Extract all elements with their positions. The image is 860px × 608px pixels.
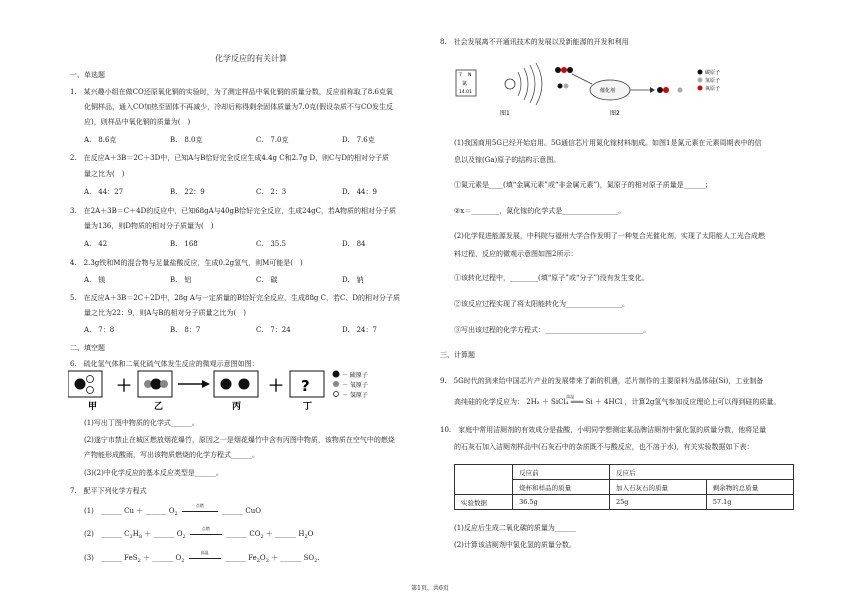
label-yi: 乙 — [154, 402, 164, 412]
atom-s-jia — [75, 379, 86, 390]
q2-option-a[interactable]: A. 44：27 — [84, 188, 124, 196]
q1-line1: 1. 某兴趣小组在做CO还原氧化铜的实验时，为了测定样品中氧化铜的质量分数，反应前称取了8.6克氧 — [70, 88, 393, 96]
label-jia: 甲 — [88, 402, 98, 412]
section-heading-fill-in: 二、填空题 — [70, 344, 105, 352]
label-bing: 丙 — [232, 402, 242, 412]
page-title: 化学反应的有关计算 — [215, 54, 287, 63]
section-heading-calculation: 三、计算题 — [440, 351, 475, 359]
q3-option-b[interactable]: B. 168 — [170, 240, 198, 248]
legend-o-label: 氧原子 — [705, 86, 721, 92]
fig1-label: 图1 — [500, 110, 510, 117]
q8-sub1-line2: 息以及镓(Ga)原子的结构示意图。 — [454, 156, 561, 164]
q6-reaction-diagram — [68, 369, 398, 415]
q10-data-table — [454, 464, 794, 510]
fig2-label: 图2 — [610, 110, 620, 117]
q7-eq1: (1) ______ Cu ＋ ______ $O_2$ 点燃 ______ CuO — [84, 503, 261, 517]
fig2-atom-5 — [564, 84, 569, 89]
q1-option-b[interactable]: B. 8.0克 — [170, 136, 203, 144]
cell-mass: 14.01 — [459, 90, 472, 95]
table-subhead-1: 烧杯和样品的质量 — [513, 480, 610, 495]
label-ding: 丁 — [303, 402, 313, 412]
q8-figure-1 — [454, 62, 564, 118]
table-value-3: 57.1g — [706, 495, 793, 510]
legend-h-dot — [698, 78, 703, 83]
atom-s-bing-1 — [221, 379, 232, 390]
q1-option-c[interactable]: C. 7.0克 — [256, 136, 289, 144]
q6-line1: 6. 硫化氢气体和二氧化硫气体发生反应的微观示意图如图： — [70, 360, 259, 368]
q3-option-a[interactable]: A. 42 — [84, 240, 108, 248]
q5-option-a[interactable]: A. 7：8 — [84, 326, 115, 334]
q8-line1: 8. 社会发展离不开通讯技术的发展以及新能源的开发和利用 — [440, 38, 629, 46]
q5-line2: 量之比为22：9，则A与B的相对分子质量之比为( ) — [84, 309, 247, 317]
fig2-atom-2 — [561, 67, 567, 73]
q10-line2: 的石灰石加入洁厕剂样品中(石灰石中的杂质既不与酸反应，也不溶于水)，有关实验数据如下表： — [454, 443, 754, 451]
fig2-atom-1 — [555, 67, 561, 73]
atom-o-yi-2 — [160, 380, 168, 388]
page-footer: 第1页，共6页 — [411, 585, 449, 592]
q2-line1: 2. 在反应A＋3B＝2C＋3D中，已知A与B恰好完全反应生成4.4g C和2.7g D，则C与D的相对分子质 — [70, 154, 390, 162]
q4-option-b[interactable]: B. 铝 — [170, 276, 192, 284]
fig2-product-atom-3 — [678, 88, 683, 93]
fig2-arrow-1 — [572, 74, 592, 84]
plus-sign-1: ＋ — [116, 376, 133, 395]
q1-line2: 化铜样品，通入CO加热至固体不再减少，冷却后称得剩余固体质量为7.0克(假设杂质不与CO发生反 — [84, 103, 394, 111]
q4-option-a[interactable]: A. 镁 — [84, 276, 106, 284]
fig2-product-atom-2 — [663, 87, 669, 93]
q8-sub2-q2: ②该反应过程实现了将太阳能转化为________________。 — [454, 300, 629, 308]
q7-eq3: (3) ______ FeS$_2$ ＋ ______ $O_2$ 高温 ______ $Fe_2O_3$ ＋ ______ $SO_2$. — [84, 550, 320, 564]
q8-sub2-q1: ①该转化过程中，________(填“原子”或“分子”)没有发生变化。 — [454, 274, 649, 282]
q6-sub3: (3)(2)中化学反应的基本反应类型是______。 — [84, 469, 223, 477]
table-cell-empty — [455, 465, 513, 495]
atom-h-jia-1 — [87, 376, 94, 383]
q8-sub2-line1: (2)化学促进能源发展，中科院与福州大学合作发明了一种复合光催化剂，实现了太阳能人工光合成燃 — [454, 232, 765, 240]
ga-nucleus — [505, 79, 515, 89]
q7-eq2: (2) ______ $C_3H_8$ ＋ ______ $O_2$ 点燃 ______ $CO_2$ ＋ ______ $H_2O$ — [84, 526, 314, 540]
q4-line1: 4. 2.3g铁和M的混合物与足量盐酸反应，生成0.2g氢气，则M可能是( ) — [70, 259, 303, 267]
electron-shell-4 — [536, 63, 542, 105]
q1-option-a[interactable]: A. 8.6克 — [84, 136, 117, 144]
table-cell-after: 反应后 — [609, 465, 793, 480]
question-mark: ? — [301, 377, 310, 395]
table-row — [455, 495, 794, 510]
section-heading-single-choice: 一、单选题 — [70, 71, 105, 79]
q2-line2: 量之比为( ) — [84, 170, 125, 178]
q8-sub1-q1: ①氮元素是____(填“金属元素”或“非金属元素”)，氮原子的相对原子质量是______； — [454, 181, 712, 189]
legend-h-dot — [334, 392, 339, 397]
electron-shell-1 — [518, 72, 521, 96]
table-value-1: 36.5g — [513, 495, 610, 510]
q3-option-c[interactable]: C. 35.5 — [256, 240, 286, 248]
legend-c-dot — [698, 70, 703, 75]
q4-option-c[interactable]: C. 碳 — [256, 276, 278, 284]
q5-option-d[interactable]: D. 24：7 — [342, 326, 377, 334]
q8-sub2-q3: ③写出该过程的化学方程式：____________________________。 — [454, 326, 650, 334]
q5-option-c[interactable]: C. 7：24 — [256, 326, 291, 334]
cell-name: 氮 — [462, 81, 468, 87]
table-value-2: 25g — [609, 495, 706, 510]
cell-atomic-number: 7 — [459, 73, 462, 78]
q1-line3: 应)，则样品中氧化铜的质量为( ) — [84, 118, 191, 126]
table-cell-before: 反应前 — [513, 465, 610, 480]
fig2-arrow-head — [650, 87, 655, 93]
table-row — [455, 465, 794, 480]
q8-sub1-line1: (1)我国商用5G已经开始启用。5G通信芯片用氮化镓材料制成。如图1是氮元素在元素周期表中的信 — [454, 139, 762, 147]
q2-option-c[interactable]: C. 2：3 — [256, 188, 287, 196]
q8-sub2-line2: 料过程，反应的微观示意图如图2所示： — [454, 250, 578, 258]
q10-sub1: (1)反应后生成二氧化碳的质量为______ — [454, 524, 576, 532]
table-subhead-2: 加入石灰石的质量 — [609, 480, 706, 495]
reaction-arrow-head — [202, 380, 210, 388]
table-subhead-3: 剩余物的总质量 — [706, 480, 793, 495]
q10-line1: 10. 家庭中常用洁厕剂的有效成分是盐酸，小明同学想测定某品牌洁厕剂中氯化氢的质量分数，他将足量 — [440, 426, 767, 434]
q5-option-b[interactable]: B. 8：7 — [170, 326, 201, 334]
q8-sub1-q2: ②x＝________，氮化镓的化学式是________________。 — [454, 207, 626, 215]
fig2-atom-4 — [558, 84, 563, 89]
legend-s-dot — [333, 371, 340, 378]
electron-shell-2 — [524, 68, 528, 100]
fig2-atom-3 — [567, 67, 573, 73]
atom-s-yi — [151, 379, 162, 390]
q9-line2: 高纯硅的化学反应为： 高温 2H₂ ＋ SiCl₄ ═══ Si ＋ 4HCl ，计算2g氢气参加反应理论上可以得到硅的质量。 — [454, 394, 781, 406]
q1-option-d[interactable]: D. 7.6克 — [342, 136, 375, 144]
legend-h-label: 氢原子 — [705, 78, 721, 84]
fig2-product-atom-1 — [657, 87, 663, 93]
legend-s-label: － 硫原子 — [342, 372, 368, 379]
electron-shell-3 — [530, 65, 535, 103]
plus-sign-2: ＋ — [268, 376, 285, 395]
legend-o-label: － 氧原子 — [342, 382, 368, 389]
q4-option-d[interactable]: D. 钠 — [342, 276, 364, 284]
q5-line1: 5. 在反应A＋3B＝2C＋2D中，28g A与一定质量的B恰好完全反应，生成88g C，若C、D的相对分子质 — [70, 294, 400, 302]
cell-symbol: N — [468, 73, 472, 78]
legend-c-label: 碳原子 — [705, 70, 721, 76]
q2-option-d[interactable]: D. 44：9 — [342, 188, 377, 196]
legend-h-label: － 氢原子 — [342, 392, 368, 399]
catalyst-label: 催化剂 — [600, 88, 616, 94]
q6-sub2-line2: 产物能形成酸雨，写出该物质燃烧的化学方程式______。 — [84, 451, 259, 459]
q6-sub1: (1)写出丁图中物质的化学式______。 — [84, 419, 199, 427]
atom-s-bing-2 — [239, 379, 250, 390]
atom-h-jia-2 — [87, 387, 94, 394]
table-row-label: 实验数据 — [455, 495, 513, 510]
q3-line1: 3. 在2A＋3B＝C＋4D的反应中，已知68gA与40gB恰好完全反应，生成24gC，若A物质的相对分子质 — [70, 207, 396, 215]
q9-line1: 9. 5G时代的到来给中国芯片产业的发展带来了新的机遇，芯片制作的主要原料为晶体硅(Si)，工业制备 — [440, 377, 764, 385]
legend-o-dot — [333, 381, 339, 387]
q10-sub2: (2)计算该洁厕剂中氯化氢的质量分数。 — [454, 541, 576, 549]
q3-line2: 量为136，则D物质的相对分子质量为( ) — [84, 222, 214, 230]
q3-option-d[interactable]: D. 84 — [342, 240, 366, 248]
legend-o-dot — [698, 86, 703, 91]
q8-figure-2 — [550, 62, 750, 118]
q2-option-b[interactable]: B. 22：9 — [170, 188, 205, 196]
q7-line1: 7. 配平下列化学方程式 — [70, 487, 147, 495]
q6-sub2-line1: (2)遂宁市禁止在城区燃放烟花爆竹，原因之一是烟花爆竹中含有丙图中物质，该物质在空气中的燃烧 — [84, 436, 395, 444]
